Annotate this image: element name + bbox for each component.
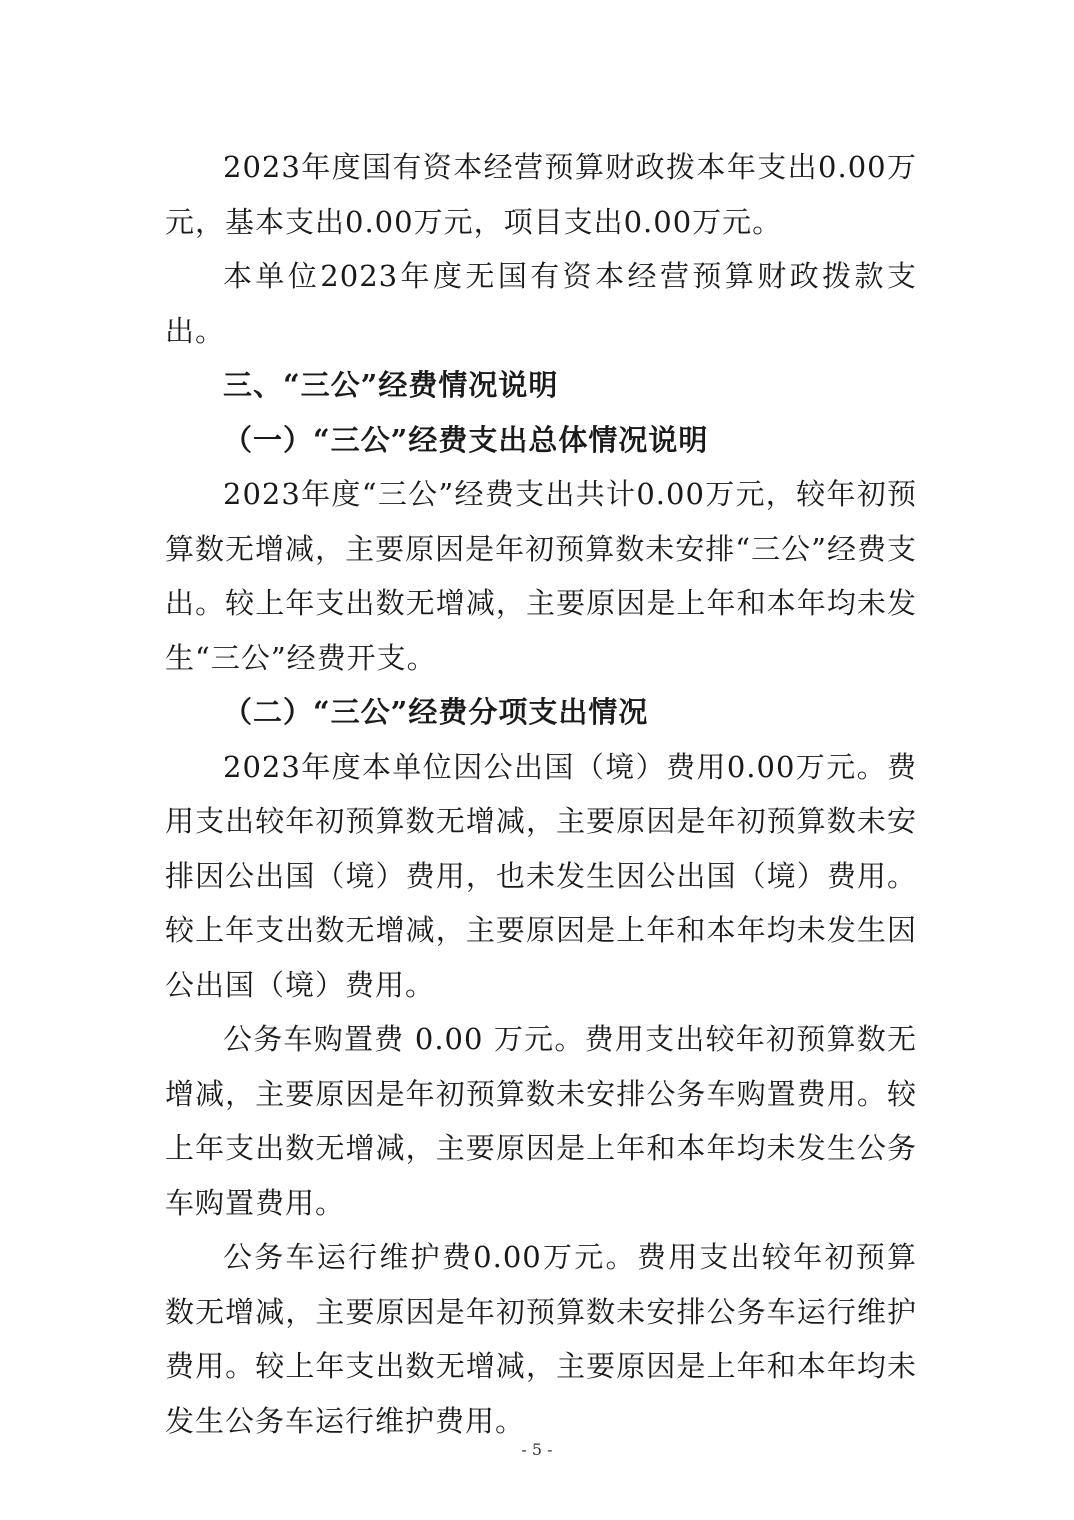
paragraph-vehicle-maintenance: 公务车运行维护费0.00万元。费用支出较年初预算数无增减，主要原因是年初预算数未安排公务车运行维护费用。较上年支出数无增减，主要原因是上年和本年均未发生公务车运行维护费用。	[165, 1240, 917, 1438]
page-number: - 5 -	[521, 1440, 553, 1459]
document-body	[165, 140, 917, 1448]
subheading-itemized: （二）“三公”经费分项支出情况	[223, 695, 649, 729]
paragraph-overseas-travel: 2023年度本单位因公出国（境）费用0.00万元。费用支出较年初预算数无增减，主要原因是年初预算数未安排因公出国（境）费用，也未发生因公出国（境）费用。较上年支出数无增减，主要原因是上年和本年均未发生因公出国（境）费用。	[165, 749, 917, 1002]
subheading-overall: （一）“三公”经费支出总体情况说明	[223, 422, 709, 457]
paragraph-state-capital-expenditure: 2023年度国有资本经营预算财政拨本年支出0.00万元，基本支出0.00万元，项目支出0.00万元。	[165, 150, 917, 239]
paragraph-vehicle-purchase: 公务车购置费 0.00 万元。费用支出较年初预算数无增减，主要原因是年初预算数未安排公务车购置费用。较上年支出数无增减，主要原因是上年和本年均未发生公务车购置费用。	[165, 1022, 917, 1220]
section-heading-three-public: 三、“三公”经费情况说明	[223, 368, 559, 402]
paragraph-overall-expenditure: 2023年度“三公”经费支出共计0.00万元，较年初预算数无增减，主要原因是年初预算数未安排“三公”经费支出。较上年支出数无增减，主要原因是上年和本年均未发生“三公”经费开支。	[165, 477, 917, 675]
paragraph-no-state-capital-expenditure: 本单位2023年度无国有资本经营预算财政拨款支出。	[165, 259, 917, 348]
